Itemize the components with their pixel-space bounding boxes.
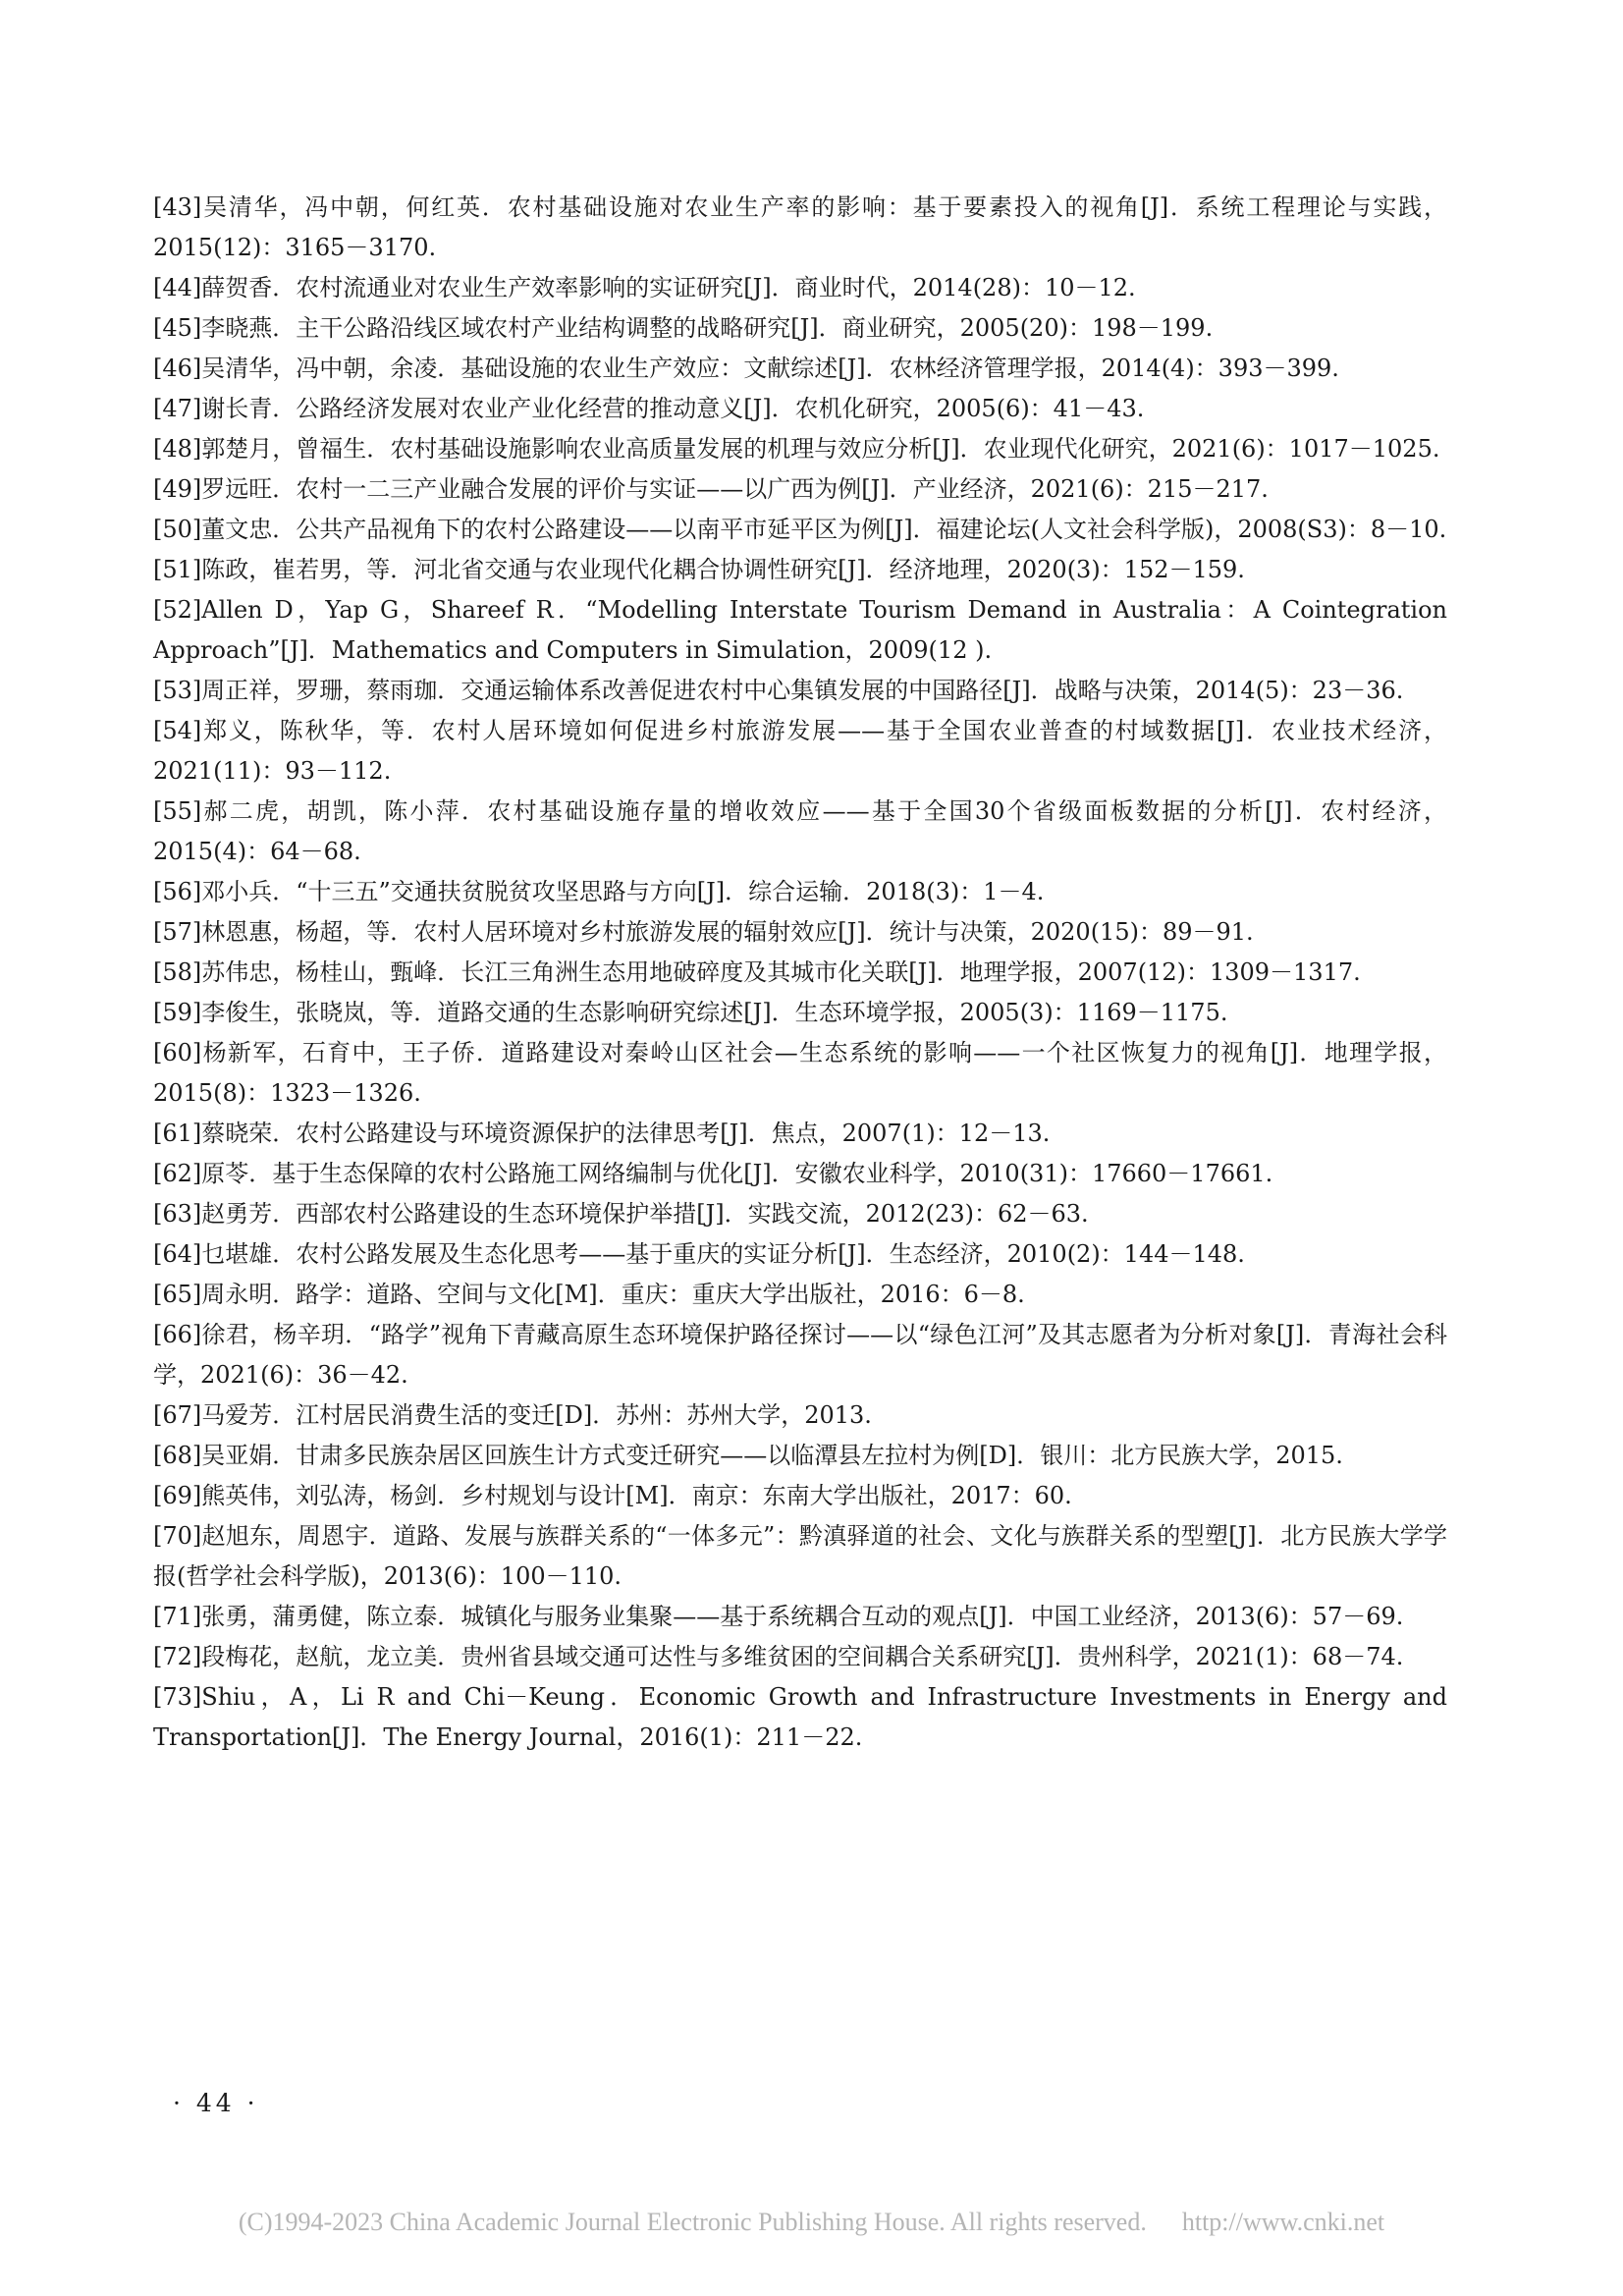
reference-item xyxy=(153,872,1447,912)
reference-text: 张勇，蒲勇健，陈立泰．城镇化与服务业集聚——基于系统耦合互动的观点[J]．中国工业经济，2013(6)：57－69. xyxy=(201,1603,1404,1630)
reference-number: [63] xyxy=(153,1200,202,1228)
reference-text: 李俊生，张晓岚，等．道路交通的生态影响研究综述[J]．生态环境学报，2005(3)：1169－1175. xyxy=(201,999,1228,1026)
reference-text: 郝二虎，胡凯，陈小萍．农村基础设施存量的增收效应——基于全国30个省级面板数据的分析[J]．农村经济，2015(4)：64－68. xyxy=(153,797,1447,865)
reference-item xyxy=(153,1315,1447,1395)
reference-number: [61] xyxy=(153,1120,202,1147)
reference-text: 熊英伟，刘弘涛，杨剑．乡村规划与设计[M]．南京：东南大学出版社，2017：60. xyxy=(201,1482,1072,1509)
reference-number: [51] xyxy=(153,556,202,583)
reference-item xyxy=(153,711,1447,792)
reference-item xyxy=(153,1597,1447,1637)
reference-item xyxy=(153,953,1447,993)
reference-item xyxy=(153,993,1447,1033)
reference-text: 徐君，杨辛玥．“路学”视角下青藏高原生态环境保护路径探讨——以“绿色江河”及其志愿者为分析对象[J]．青海社会科学，2021(6)：36－42. xyxy=(153,1321,1447,1389)
reference-number: [48] xyxy=(153,435,202,463)
reference-number: [70] xyxy=(153,1522,202,1550)
reference-item xyxy=(153,1436,1447,1476)
reference-text: 周正祥，罗珊，蔡雨珈．交通运输体系改善促进农村中心集镇发展的中国路径[J]．战略与决策，2014(5)：23－36. xyxy=(201,677,1404,704)
reference-item xyxy=(153,1516,1447,1597)
reference-number: [59] xyxy=(153,999,202,1026)
reference-text: Shiu，A，Li R and Chi－Keung．Economic Growth and Infrastructure Investments in Energy and Transportation[J]．The Energy Journal，2016(1)：211－22. xyxy=(153,1683,1447,1751)
reference-text: 赵勇芳．西部农村公路建设的生态环境保护举措[J]．实践交流，2012(23)：62－63. xyxy=(201,1200,1089,1228)
reference-text: 马爱芳．江村居民消费生活的变迁[D]．苏州：苏州大学，2013. xyxy=(201,1401,872,1429)
reference-text: 薛贺香．农村流通业对农业生产效率影响的实证研究[J]．商业时代，2014(28)：10－12. xyxy=(201,274,1136,301)
reference-item xyxy=(153,1637,1447,1677)
reference-text: 赵旭东，周恩宇．道路、发展与族群关系的“一体多元”：黔滇驿道的社会、文化与族群关系的型塑[J]．北方民族大学学报(哲学社会科学版)，2013(6)：100－110. xyxy=(153,1522,1447,1590)
reference-text: 罗远旺．农村一二三产业融合发展的评价与实证——以广西为例[J]．产业经济，2021(6)：215－217. xyxy=(201,475,1269,503)
copyright-text: (C)1994-2023 China Academic Journal Electronic Publishing House. All rights reserved. xyxy=(238,2208,1147,2236)
reference-number: [68] xyxy=(153,1442,202,1469)
reference-number: [49] xyxy=(153,475,202,503)
reference-number: [57] xyxy=(153,918,202,946)
reference-item xyxy=(153,1476,1447,1516)
reference-number: [45] xyxy=(153,314,202,342)
reference-number: [64] xyxy=(153,1240,202,1268)
reference-text: 邓小兵．“十三五”交通扶贫脱贫攻坚思路与方向[J]．综合运输．2018(3)：1－4. xyxy=(201,878,1045,905)
reference-text: 林恩惠，杨超，等．农村人居环境对乡村旅游发展的辐射效应[J]．统计与决策，2020(15)：89－91. xyxy=(201,918,1254,946)
reference-item xyxy=(153,792,1447,872)
reference-text: 郭楚月，曾福生．农村基础设施影响农业高质量发展的机理与效应分析[J]．农业现代化研究，2021(6)：1017－1025. xyxy=(201,435,1440,463)
reference-number: [55] xyxy=(153,797,202,825)
reference-number: [47] xyxy=(153,395,202,422)
reference-text: 董文忠．公共产品视角下的农村公路建设——以南平市延平区为例[J]．福建论坛(人文社会科学版)，2008(S3)：8－10. xyxy=(201,516,1447,543)
reference-number: [62] xyxy=(153,1160,202,1187)
reference-item xyxy=(153,1114,1447,1154)
reference-item xyxy=(153,1275,1447,1315)
reference-text: Allen D，Yap G，Shareef R．“Modelling Interstate Tourism Demand in Australia：A Cointegration Approach”[J]．Mathematics and Computers in Simulation，2009(12 ). xyxy=(153,596,1447,664)
reference-item xyxy=(153,510,1447,550)
reference-number: [66] xyxy=(153,1321,202,1348)
reference-text: 吴清华，冯中朝，余凌．基础设施的农业生产效应：文献综述[J]．农林经济管理学报，2014(4)：393－399. xyxy=(201,355,1339,382)
reference-number: [73] xyxy=(153,1683,202,1711)
reference-number: [65] xyxy=(153,1281,202,1308)
page-number: · 44 · xyxy=(173,2089,259,2117)
reference-text: 苏伟忠，杨桂山，甄峰．长江三角洲生态用地破碎度及其城市化关联[J]．地理学报，2007(12)：1309－1317. xyxy=(201,958,1361,986)
reference-number: [43] xyxy=(153,193,202,221)
reference-number: [67] xyxy=(153,1401,202,1429)
reference-item xyxy=(153,469,1447,510)
reference-item xyxy=(153,1234,1447,1275)
reference-number: [52] xyxy=(153,596,202,624)
reference-text: 李晓燕．主干公路沿线区域农村产业结构调整的战略研究[J]．商业研究，2005(20)：198－199. xyxy=(201,314,1214,342)
reference-item xyxy=(153,1194,1447,1234)
reference-number: [53] xyxy=(153,677,202,704)
reference-item xyxy=(153,590,1447,671)
reference-item xyxy=(153,1033,1447,1114)
reference-number: [58] xyxy=(153,958,202,986)
reference-item xyxy=(153,188,1447,268)
reference-text: 乜堪雄．农村公路发展及生态化思考——基于重庆的实证分析[J]．生态经济，2010(2)：144－148. xyxy=(201,1240,1245,1268)
reference-number: [54] xyxy=(153,717,202,744)
reference-number: [71] xyxy=(153,1603,202,1630)
reference-item xyxy=(153,308,1447,349)
reference-item xyxy=(153,671,1447,711)
reference-number: [72] xyxy=(153,1643,202,1670)
reference-item xyxy=(153,1395,1447,1436)
reference-item xyxy=(153,349,1447,389)
reference-number: [50] xyxy=(153,516,202,543)
reference-item xyxy=(153,268,1447,308)
reference-text: 段梅花，赵航，龙立美．贵州省县域交通可达性与多维贫困的空间耦合关系研究[J]．贵州科学，2021(1)：68－74. xyxy=(201,1643,1404,1670)
reference-text: 陈政，崔若男，等．河北省交通与农业现代化耦合协调性研究[J]．经济地理，2020(3)：152－159. xyxy=(201,556,1245,583)
reference-text: 郑义，陈秋华，等．农村人居环境如何促进乡村旅游发展——基于全国农业普查的村域数据[J]．农业技术经济，2021(11)：93－112. xyxy=(153,717,1447,785)
reference-item xyxy=(153,429,1447,469)
copyright-footer xyxy=(0,2208,1623,2237)
reference-item xyxy=(153,389,1447,429)
reference-list xyxy=(153,188,1447,1758)
reference-number: [60] xyxy=(153,1039,202,1066)
reference-text: 蔡晓荣．农村公路建设与环境资源保护的法律思考[J]．焦点，2007(1)：12－13. xyxy=(201,1120,1051,1147)
reference-number: [44] xyxy=(153,274,202,301)
reference-item xyxy=(153,912,1447,953)
reference-item xyxy=(153,1154,1447,1194)
reference-text: 原苓．基于生态保障的农村公路施工网络编制与优化[J]．安徽农业科学，2010(31)：17660－17661. xyxy=(201,1160,1273,1187)
reference-number: [56] xyxy=(153,878,202,905)
reference-item xyxy=(153,1677,1447,1758)
reference-text: 吴清华，冯中朝，何红英．农村基础设施对农业生产率的影响：基于要素投入的视角[J]．系统工程理论与实践，2015(12)：3165－3170. xyxy=(153,193,1447,261)
reference-number: [69] xyxy=(153,1482,202,1509)
reference-text: 谢长青．公路经济发展对农业产业化经营的推动意义[J]．农机化研究，2005(6)：41－43. xyxy=(201,395,1145,422)
reference-text: 吴亚娟．甘肃多民族杂居区回族生计方式变迁研究——以临潭县左拉村为例[D]．银川：北方民族大学，2015. xyxy=(201,1442,1343,1469)
reference-text: 杨新军，石育中，王子侨．道路建设对秦岭山区社会—生态系统的影响——一个社区恢复力的视角[J]．地理学报，2015(8)：1323－1326. xyxy=(153,1039,1447,1107)
cnki-url[interactable]: http://www.cnki.net xyxy=(1181,2208,1385,2236)
reference-item xyxy=(153,550,1447,590)
reference-text: 周永明．路学：道路、空间与文化[M]．重庆：重庆大学出版社，2016：6－8. xyxy=(201,1281,1025,1308)
reference-number: [46] xyxy=(153,355,202,382)
